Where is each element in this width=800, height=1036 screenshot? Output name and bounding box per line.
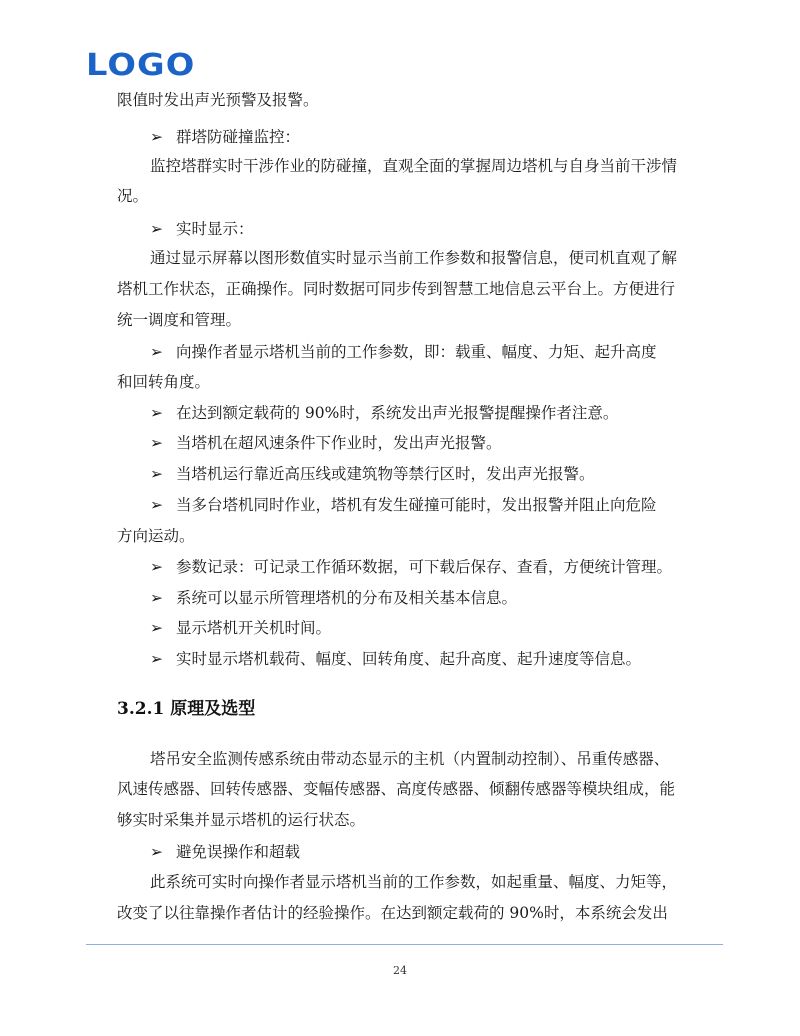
- arrow-bullet-icon: ➢: [150, 650, 163, 668]
- text-line: 监控塔群实时干涉作业的防碰撞，直观全面的掌握周边塔机与自身当前干涉情: [150, 157, 678, 175]
- bullet-text: 系统可以显示所管理塔机的分布及相关基本信息。: [176, 589, 518, 607]
- bullet-text: 当塔机在超风速条件下作业时，发出声光报警。: [176, 434, 502, 452]
- text-line: 塔吊安全监测传感系统由带动态显示的主机（内置制动控制）、吊重传感器、: [150, 750, 670, 768]
- bullet-item: [150, 842, 300, 862]
- arrow-bullet-icon: ➢: [150, 343, 163, 361]
- bullet-item: [150, 588, 517, 608]
- arrow-bullet-icon: ➢: [150, 434, 163, 452]
- bullet-text: 实时显示：: [176, 220, 254, 238]
- company-logo: LOGO: [86, 48, 196, 83]
- bullet-item: [150, 618, 331, 638]
- arrow-bullet-icon: ➢: [150, 465, 163, 483]
- bullet-text: 显示塔机开关机时间。: [176, 619, 332, 637]
- text-line: 风速传感器、回转传感器、变幅传感器、高度传感器、倾翻传感器等模块组成，能: [117, 780, 676, 798]
- arrow-bullet-icon: ➢: [150, 619, 163, 637]
- bullet-item: [150, 433, 502, 453]
- bullet-text: 在达到额定载荷的 90%时，系统发出声光报警提醒操作者注意。: [176, 404, 619, 422]
- bullet-text: 实时显示塔机载荷、幅度、回转角度、起升高度、起升速度等信息。: [176, 650, 642, 668]
- arrow-bullet-icon: ➢: [150, 404, 163, 422]
- text-line: 改变了以往靠操作者估计的经验操作。在达到额定载荷的 90%时，本系统会发出: [117, 904, 668, 922]
- footer-divider: [86, 944, 723, 945]
- arrow-bullet-icon: ➢: [150, 558, 163, 576]
- text-line: 此系统可实时向操作者显示塔机当前的工作参数，如起重量、幅度、力矩等，: [150, 873, 678, 891]
- page-number: 24: [393, 964, 407, 977]
- bullet-item: [150, 464, 595, 484]
- arrow-bullet-icon: ➢: [150, 220, 163, 238]
- bullet-item: [150, 127, 300, 147]
- arrow-bullet-icon: ➢: [150, 496, 163, 514]
- text-line: 统一调度和管理。: [117, 311, 242, 329]
- bullet-text: 群塔防碰撞监控：: [176, 128, 301, 146]
- bullet-text: 当多台塔机同时作业，塔机有发生碰撞可能时，发出报警并阻止向危险: [176, 496, 657, 514]
- text-line: 和回转角度。: [117, 373, 211, 391]
- bullet-item: [150, 649, 641, 669]
- bullet-text: 参数记录：可记录工作循环数据，可下载后保存、查看，方便统计管理。: [176, 558, 673, 576]
- text-line: 况。: [117, 187, 149, 205]
- bullet-item: [150, 219, 254, 239]
- bullet-text: 避免误操作和超载: [176, 843, 301, 861]
- text-line: 够实时采集并显示塔机的运行状态。: [117, 811, 366, 829]
- bullet-item: [150, 557, 672, 577]
- bullet-item: [150, 342, 657, 362]
- arrow-bullet-icon: ➢: [150, 843, 163, 861]
- text-line: 限值时发出声光预警及报警。: [117, 91, 319, 109]
- bullet-item: [150, 495, 657, 515]
- text-line: 方向运动。: [117, 527, 195, 545]
- section-heading: 3.2.1 原理及选型: [117, 699, 256, 719]
- text-line: 通过显示屏幕以图形数值实时显示当前工作参数和报警信息，便司机直观了解: [150, 249, 678, 267]
- bullet-text: 当塔机运行靠近高压线或建筑物等禁行区时，发出声光报警。: [176, 465, 595, 483]
- bullet-text: 向操作者显示塔机当前的工作参数，即：载重、幅度、力矩、起升高度: [176, 343, 657, 361]
- arrow-bullet-icon: ➢: [150, 589, 163, 607]
- arrow-bullet-icon: ➢: [150, 128, 163, 146]
- bullet-item: [150, 403, 618, 423]
- text-line: 塔机工作状态，正确操作。同时数据可同步传到智慧工地信息云平台上。方便进行: [117, 280, 676, 298]
